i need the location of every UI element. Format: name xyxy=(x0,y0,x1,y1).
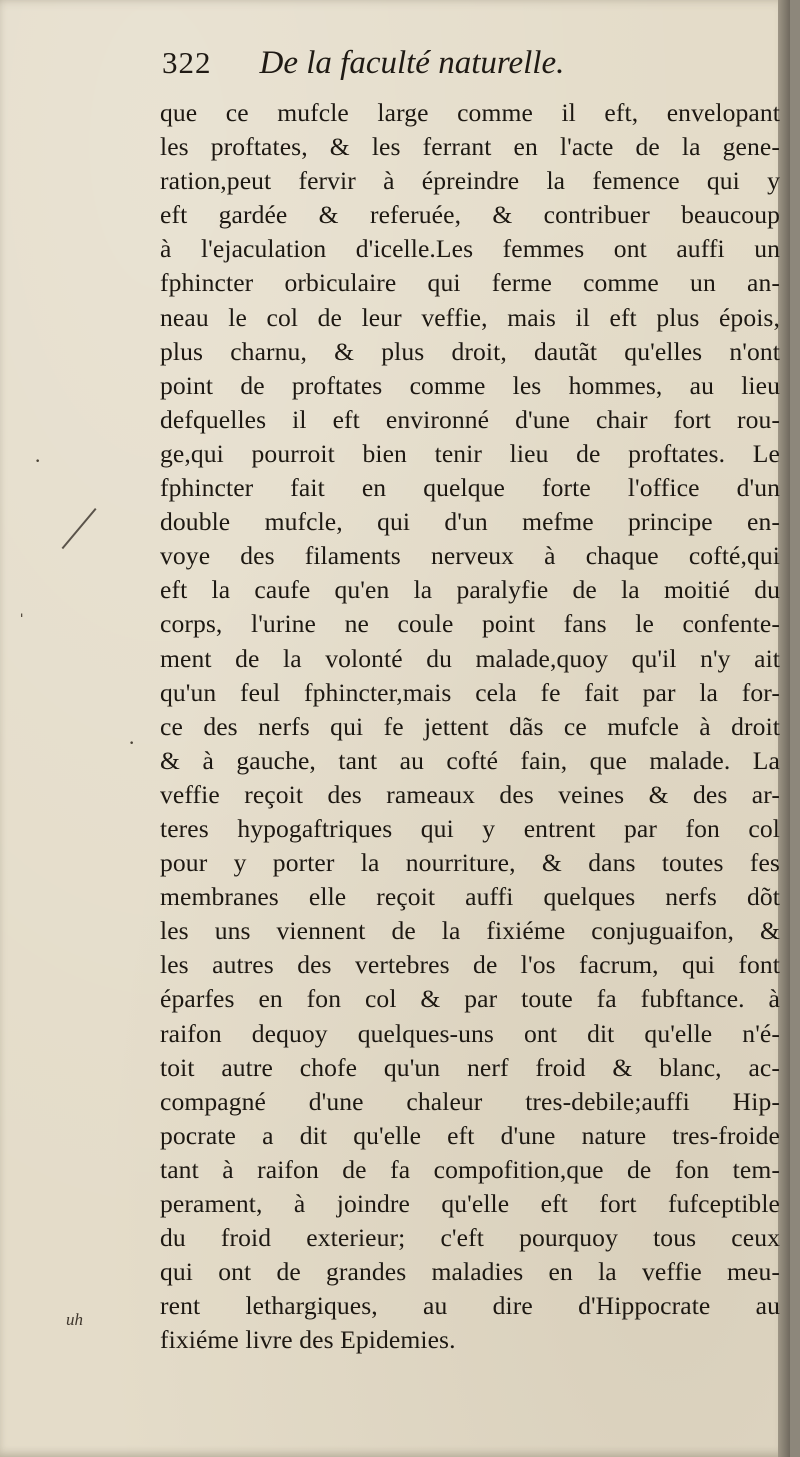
text-line: point de proftates comme les hommes, au lieu xyxy=(160,370,780,400)
text-line: teres hypogaftriques qui y entrent par fon col xyxy=(160,813,780,843)
margin-dot-mark: · xyxy=(128,730,136,755)
text-line: pocrate a dit qu'elle eft d'une nature tres-froide xyxy=(160,1120,780,1150)
body-text xyxy=(160,96,780,1357)
text-line: éparfes en fon col & par toute fa fubftance. à xyxy=(160,984,780,1014)
text-line: à l'ejaculation d'icelle.Les femmes ont auffi un xyxy=(160,234,780,264)
text-line: double mufcle, qui d'un mefme principe en- xyxy=(160,507,780,537)
text-line: ge,qui pourroit bien tenir lieu de proftates. Le xyxy=(160,438,780,468)
text-line: fixiéme livre des Epidemies. xyxy=(160,1325,456,1355)
text-line: voye des filaments nerveux à chaque cofté,qui xyxy=(160,541,780,571)
text-line: fphincter orbiculaire qui ferme comme un an- xyxy=(160,268,780,298)
text-line: membranes elle reçoit auffi quelques nerfs dõt xyxy=(160,882,780,912)
text-line: pour y porter la nourriture, & dans toutes fes xyxy=(160,848,780,878)
text-line: eft gardée & referuée, & contribuer beaucoup xyxy=(160,200,780,230)
page-header xyxy=(162,45,564,95)
text-line: plus charnu, & plus droit, dautãt qu'elles n'ont xyxy=(160,336,780,366)
text-line: ration,peut fervir à épreindre la femence qui y xyxy=(160,166,780,196)
text-line: les proftates, & les ferrant en l'acte de la gene- xyxy=(160,132,780,162)
text-line: du froid exterieur; c'eft pourquoy tous ceux xyxy=(160,1223,780,1253)
text-line: veffie reçoit des rameaux des veines & des ar- xyxy=(160,779,780,809)
text-line: eft la caufe qu'en la paralyfie de la moitié du xyxy=(160,575,780,605)
text-line: defquelles il eft environné d'une chair fort rou- xyxy=(160,404,780,434)
text-line: qu'un feul fphincter,mais cela fe fait par la for- xyxy=(160,677,780,707)
pencil-mark xyxy=(62,508,97,549)
text-line: que ce mufcle large comme il eft, envelopant xyxy=(160,98,780,127)
text-line: raifon dequoy quelques-uns ont dit qu'elle n'é- xyxy=(160,1018,780,1048)
text-line: les autres des vertebres de l'os facrum, qui font xyxy=(160,950,780,980)
text-line: neau le col de leur veffie, mais il eft plus épois, xyxy=(160,302,780,332)
margin-dot-mark: · xyxy=(34,448,42,473)
text-line: fphincter fait en quelque forte l'office d'un xyxy=(160,473,780,503)
running-title: De la faculté naturelle. xyxy=(259,45,565,81)
text-line: ce des nerfs qui fe jettent dãs ce mufcle à droit xyxy=(160,711,780,741)
text-line: les uns viennent de la fixiéme conjuguaifon, & xyxy=(160,916,780,946)
text-line: qui ont de grandes maladies en la veffie meu- xyxy=(160,1257,780,1287)
page-number: 322 xyxy=(162,45,212,80)
margin-tick-mark: ˌ xyxy=(18,592,26,617)
text-line: toit autre chofe qu'un nerf froid & blanc, ac- xyxy=(160,1052,780,1082)
text-line: corps, l'urine ne coule point fans le confente- xyxy=(160,609,780,639)
text-line: perament, à joindre qu'elle eft fort fufceptible xyxy=(160,1189,780,1218)
text-line: & à gauche, tant au cofté fain, que malade. La xyxy=(160,745,780,775)
margin-note: uh xyxy=(66,1310,83,1329)
text-line: ment de la volonté du malade,quoy qu'il n'y ait xyxy=(160,643,780,673)
text-line: tant à raifon de fa compofition,que de fon tem- xyxy=(160,1154,780,1184)
text-line: rent lethargiques, au dire d'Hippocrate au xyxy=(160,1291,780,1321)
text-line: compagné d'une chaleur tres-debile;auffi Hip- xyxy=(160,1086,780,1116)
